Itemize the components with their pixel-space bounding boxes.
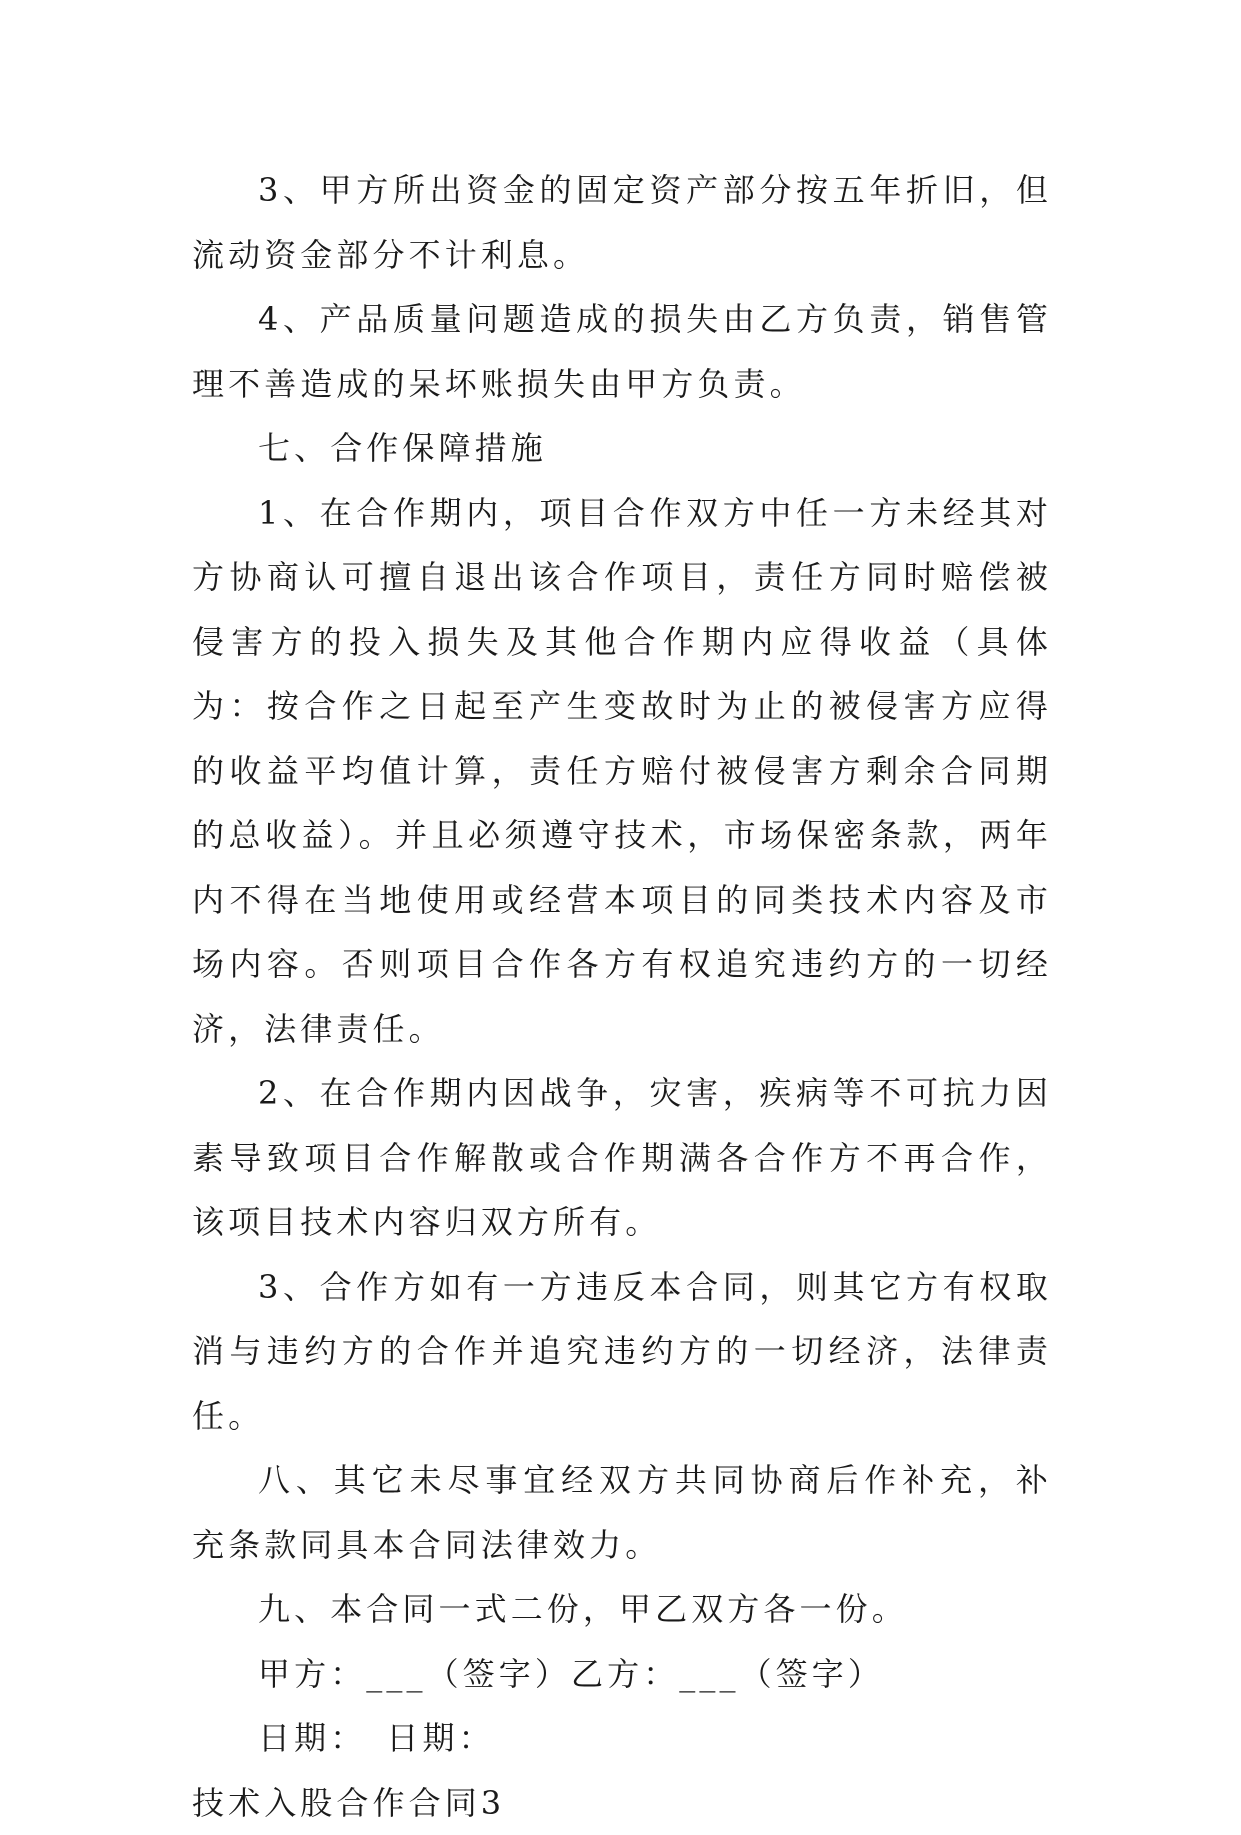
clause-7-1-withdrawal: 1、在合作期内，项目合作双方中任一方未经其对方协商认可擅自退出该合作项目，责任方同时赔偿被侵害方的投入损失及其他合作期内应得收益（具体为：按合作之日起至产生变故时为止的被侵害方应得的收益平均值计算，责任方赔付被侵害方剩余合同期的总收益）。并且必须遵守技术，市场保密条款，两年内不得在当地使用或经营本项目的同类技术内容及市场内容。否则项目合作各方有权追究违约方的一切经济，法律责任。 bbox=[192, 481, 1052, 1062]
signature-line: 甲方：___（签字）乙方：___（签字） bbox=[192, 1642, 1052, 1707]
document-body bbox=[192, 158, 1052, 1835]
section-9-copies: 九、本合同一式二份，甲乙双方各一份。 bbox=[192, 1577, 1052, 1642]
clause-7-3-breach: 3、合作方如有一方违反本合同，则其它方有权取消与违约方的合作并追究违约方的一切经济，法律责任。 bbox=[192, 1255, 1052, 1449]
next-contract-title: 技术入股合作合同3 bbox=[192, 1771, 1052, 1835]
clause-3-depreciation: 3、甲方所出资金的固定资产部分按五年折旧，但流动资金部分不计利息。 bbox=[192, 158, 1052, 287]
clause-7-2-force-majeure: 2、在合作期内因战争，灾害，疾病等不可抗力因素导致项目合作解散或合作期满各合作方不再合作，该项目技术内容归双方所有。 bbox=[192, 1061, 1052, 1255]
date-line: 日期： 日期： bbox=[192, 1706, 1052, 1771]
clause-4-loss-liability: 4、产品质量问题造成的损失由乙方负责，销售管理不善造成的呆坏账损失由甲方负责。 bbox=[192, 287, 1052, 416]
section-8-supplementary: 八、其它未尽事宜经双方共同协商后作补充，补充条款同具本合同法律效力。 bbox=[192, 1448, 1052, 1577]
section-7-heading: 七、合作保障措施 bbox=[192, 416, 1052, 481]
